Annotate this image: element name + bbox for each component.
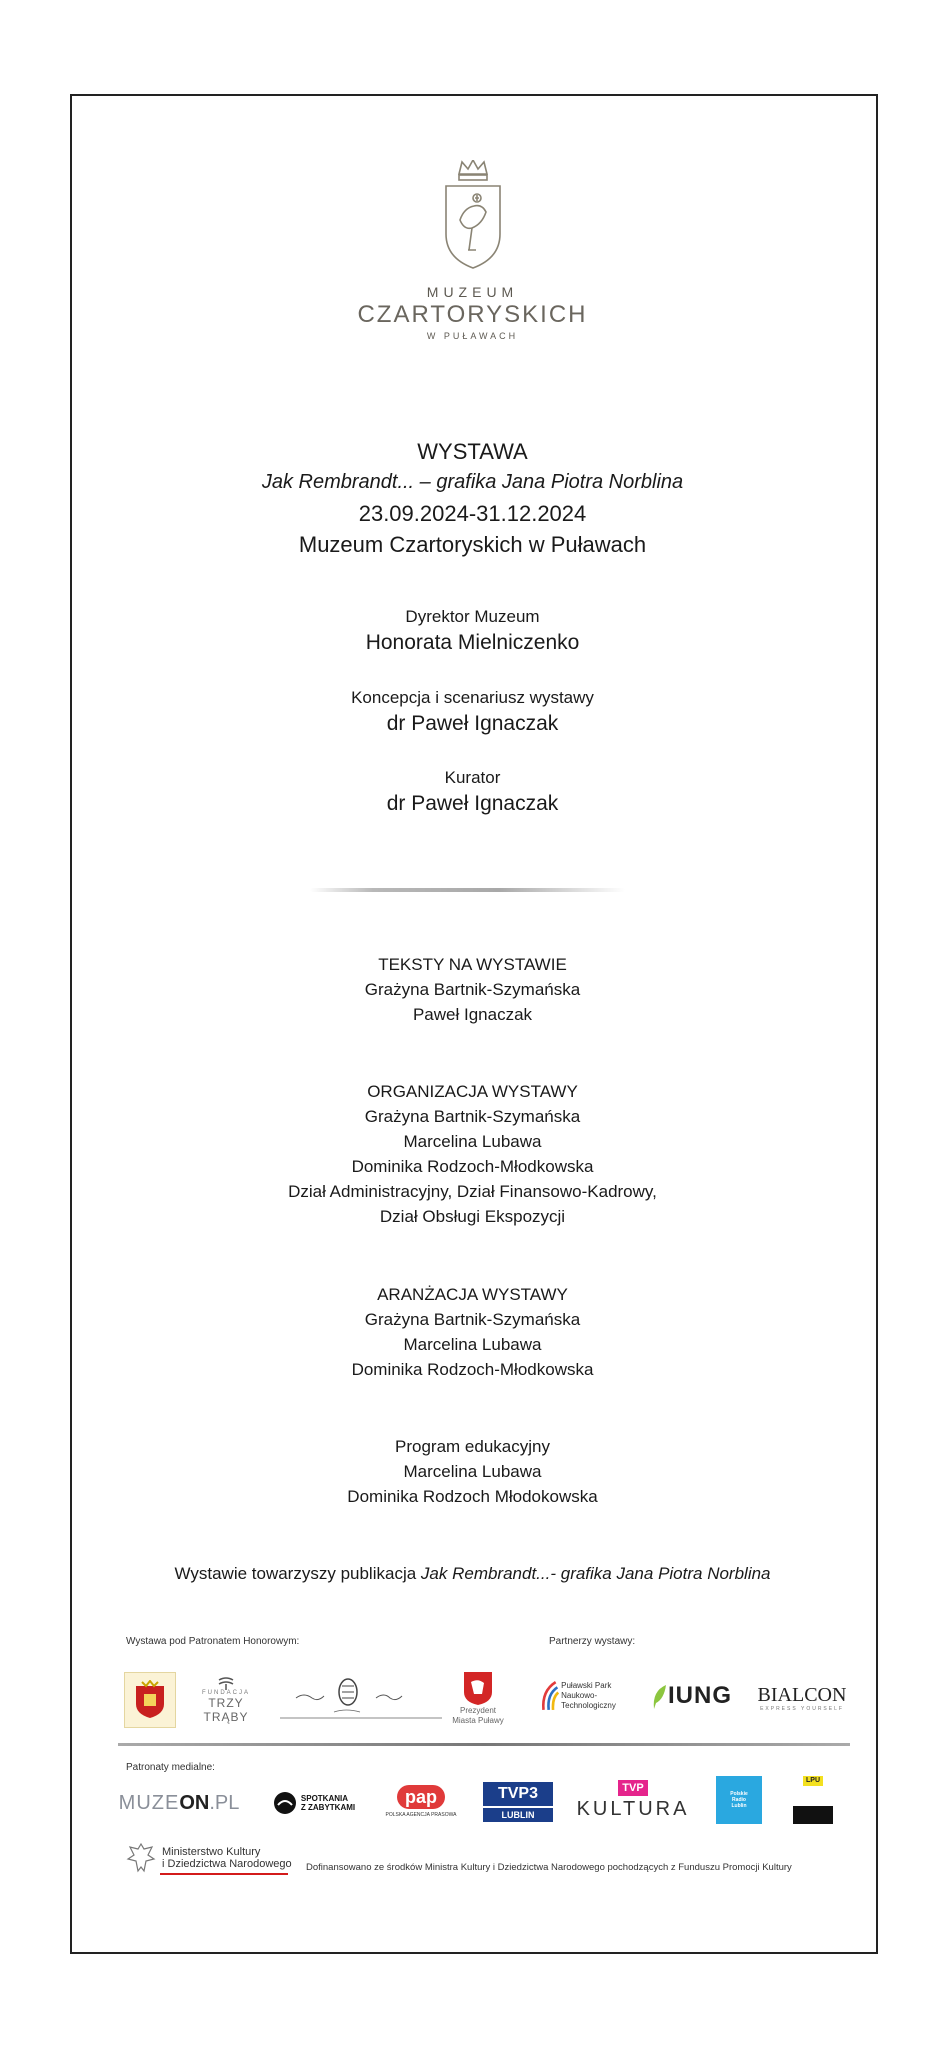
bialcon-text: BIALCON bbox=[757, 1684, 847, 1706]
lpu-block bbox=[793, 1806, 833, 1824]
pap-logo bbox=[378, 1778, 464, 1824]
media-label: Patronaty medialne: bbox=[126, 1762, 215, 1773]
exhibition-block bbox=[0, 436, 945, 560]
section-line: Dominika Rodzoch-Młodkowska bbox=[351, 1157, 594, 1176]
credit-concept bbox=[0, 685, 945, 738]
polskie-radio-lublin-logo bbox=[716, 1776, 762, 1824]
logo-line3: W PUŁAWACH bbox=[426, 331, 519, 341]
ministry-logo bbox=[124, 1840, 294, 1876]
funding-note: Dofinansowano ze środków Ministra Kultury i Dziedzictwa Narodowego pochodzących z Funduszu Promocji Kultury bbox=[306, 1862, 792, 1873]
park-line2: Naukowo-Technologiczny bbox=[561, 1691, 616, 1710]
muzeon-part1: MUZE bbox=[118, 1791, 180, 1814]
park-line1: Puławski Park bbox=[561, 1681, 612, 1690]
logo-line1: MUZEUM bbox=[426, 284, 519, 300]
credit-name: dr Paweł Ignaczak bbox=[386, 792, 559, 815]
park-arc-icon bbox=[540, 1676, 559, 1716]
partners-label: Partnerzy wystawy: bbox=[549, 1636, 636, 1647]
section-line: Dominika Rodzoch Młodokowska bbox=[347, 1487, 598, 1506]
section-texts bbox=[0, 952, 945, 1027]
patron-emblem-logo bbox=[124, 1672, 176, 1728]
fundacja-trzy-traby-logo bbox=[186, 1676, 266, 1724]
credit-curator bbox=[0, 765, 945, 818]
credit-role: Dyrektor Muzeum bbox=[405, 607, 540, 626]
fundacja-line2: TRZY TRĄBY bbox=[203, 1696, 249, 1724]
spotkania-icon bbox=[273, 1791, 297, 1815]
radio-line3: Lublin bbox=[731, 1803, 747, 1809]
section-line: Grażyna Bartnik-Szymańska bbox=[364, 1107, 581, 1126]
lpu-badge: LPU bbox=[803, 1776, 823, 1786]
ministry-line2: i Dziedzictwa Narodowego bbox=[162, 1858, 292, 1870]
credit-name: dr Paweł Ignaczak bbox=[386, 712, 559, 735]
ministry-red-line bbox=[160, 1873, 288, 1875]
muzeon-part3: .PL bbox=[209, 1791, 240, 1814]
credit-role: Kurator bbox=[444, 768, 501, 787]
trumpet-icon bbox=[217, 1676, 235, 1690]
section-line: Marcelina Lubawa bbox=[403, 1132, 542, 1151]
spotkania-line1: SPOTKANIA bbox=[300, 1794, 349, 1803]
pap-subtitle: POLSKA AGENCJA PRASOWA bbox=[385, 1811, 457, 1818]
leaf-icon bbox=[650, 1681, 668, 1711]
tvp-kultura-logo bbox=[576, 1776, 690, 1826]
radio-line1: Polskie bbox=[730, 1791, 748, 1797]
section-heading: ARANŻACJA WYSTAWY bbox=[377, 1285, 568, 1304]
section-organization bbox=[0, 1079, 945, 1229]
credit-director bbox=[0, 604, 945, 657]
fundacja-line1: FUNDACJA bbox=[201, 1690, 250, 1696]
exhibition-title: Jak Rembrandt... – grafika Jana Piotra Norblina bbox=[261, 471, 684, 493]
pap-text: pap bbox=[397, 1785, 445, 1809]
iung-logo bbox=[644, 1676, 738, 1716]
credit-role: Koncepcja i scenariusz wystawy bbox=[351, 688, 594, 707]
prezydent-pulawy-logo bbox=[446, 1664, 510, 1732]
section-line: Paweł Ignaczak bbox=[412, 1005, 533, 1024]
eagle-icon bbox=[124, 1841, 158, 1875]
exhibition-dates: 23.09.2024-31.12.2024 bbox=[358, 501, 587, 526]
park-naukowy-logo bbox=[540, 1672, 640, 1720]
radio-line2: Radio bbox=[732, 1797, 746, 1803]
section-education bbox=[0, 1434, 945, 1509]
divider bbox=[310, 888, 625, 892]
muzeon-part2: ON bbox=[179, 1791, 210, 1814]
section-line: Grażyna Bartnik-Szymańska bbox=[364, 980, 581, 999]
signature-emblem-icon bbox=[276, 1672, 446, 1728]
publication-note bbox=[0, 1561, 945, 1586]
ministry-line1: Ministerstwo Kultury bbox=[162, 1846, 261, 1858]
logo-line2: CZARTORYSKICH bbox=[357, 301, 588, 328]
spotkania-line2: Z ZABYTKAMI bbox=[300, 1803, 356, 1812]
tvp3-subtitle: LUBLIN bbox=[483, 1806, 553, 1822]
exhibition-venue: Muzeum Czartoryskich w Puławach bbox=[298, 532, 647, 557]
bialcon-subtitle: EXPRESS YOURSELF bbox=[760, 1706, 844, 1712]
footer-divider bbox=[118, 1743, 850, 1746]
iung-text: IUNG bbox=[668, 1682, 732, 1709]
section-line: Dominika Rodzoch-Młodkowska bbox=[351, 1360, 594, 1379]
section-heading: ORGANIZACJA WYSTAWY bbox=[367, 1082, 578, 1101]
museum-logo bbox=[0, 160, 945, 341]
bialcon-logo bbox=[752, 1680, 852, 1716]
section-line: Marcelina Lubawa bbox=[403, 1335, 542, 1354]
lpu-logo bbox=[790, 1770, 836, 1830]
section-line: Dział Obsługi Ekspozycji bbox=[379, 1207, 566, 1226]
tvp-kultura-text: KULTURA bbox=[576, 1798, 690, 1820]
section-arrangement bbox=[0, 1282, 945, 1382]
prezydent-line2: Miasta Puławy bbox=[452, 1716, 504, 1725]
tvp3-lublin-logo bbox=[483, 1780, 553, 1824]
signature-emblem-logo bbox=[276, 1672, 446, 1728]
tvp-kultura-badge: TVP bbox=[618, 1780, 647, 1796]
section-heading: TEKSTY NA WYSTAWIE bbox=[378, 955, 567, 974]
spotkania-z-zabytkami-logo bbox=[262, 1788, 366, 1818]
crest-icon bbox=[442, 160, 504, 270]
exhibition-label: WYSTAWA bbox=[417, 439, 528, 464]
section-line: Marcelina Lubawa bbox=[403, 1462, 542, 1481]
section-line: Dział Administracyjny, Dział Finansowo-Kadrowy, bbox=[288, 1182, 657, 1201]
credit-name: Honorata Mielniczenko bbox=[365, 631, 580, 654]
city-crest-icon bbox=[462, 1670, 494, 1706]
publication-title: Jak Rembrandt...- grafika Jana Piotra Norblina bbox=[420, 1564, 771, 1583]
section-line: Grażyna Bartnik-Szymańska bbox=[364, 1310, 581, 1329]
coat-of-arms-icon bbox=[132, 1680, 168, 1720]
section-heading: Program edukacyjny bbox=[395, 1437, 550, 1456]
muzeon-logo bbox=[118, 1788, 240, 1818]
tvp3-text: TVP3 bbox=[483, 1782, 553, 1806]
publication-prefix: Wystawie towarzyszy publikacja bbox=[174, 1564, 421, 1583]
prezydent-line1: Prezydent bbox=[459, 1706, 497, 1715]
patronage-label: Wystawa pod Patronatem Honorowym: bbox=[126, 1636, 300, 1647]
